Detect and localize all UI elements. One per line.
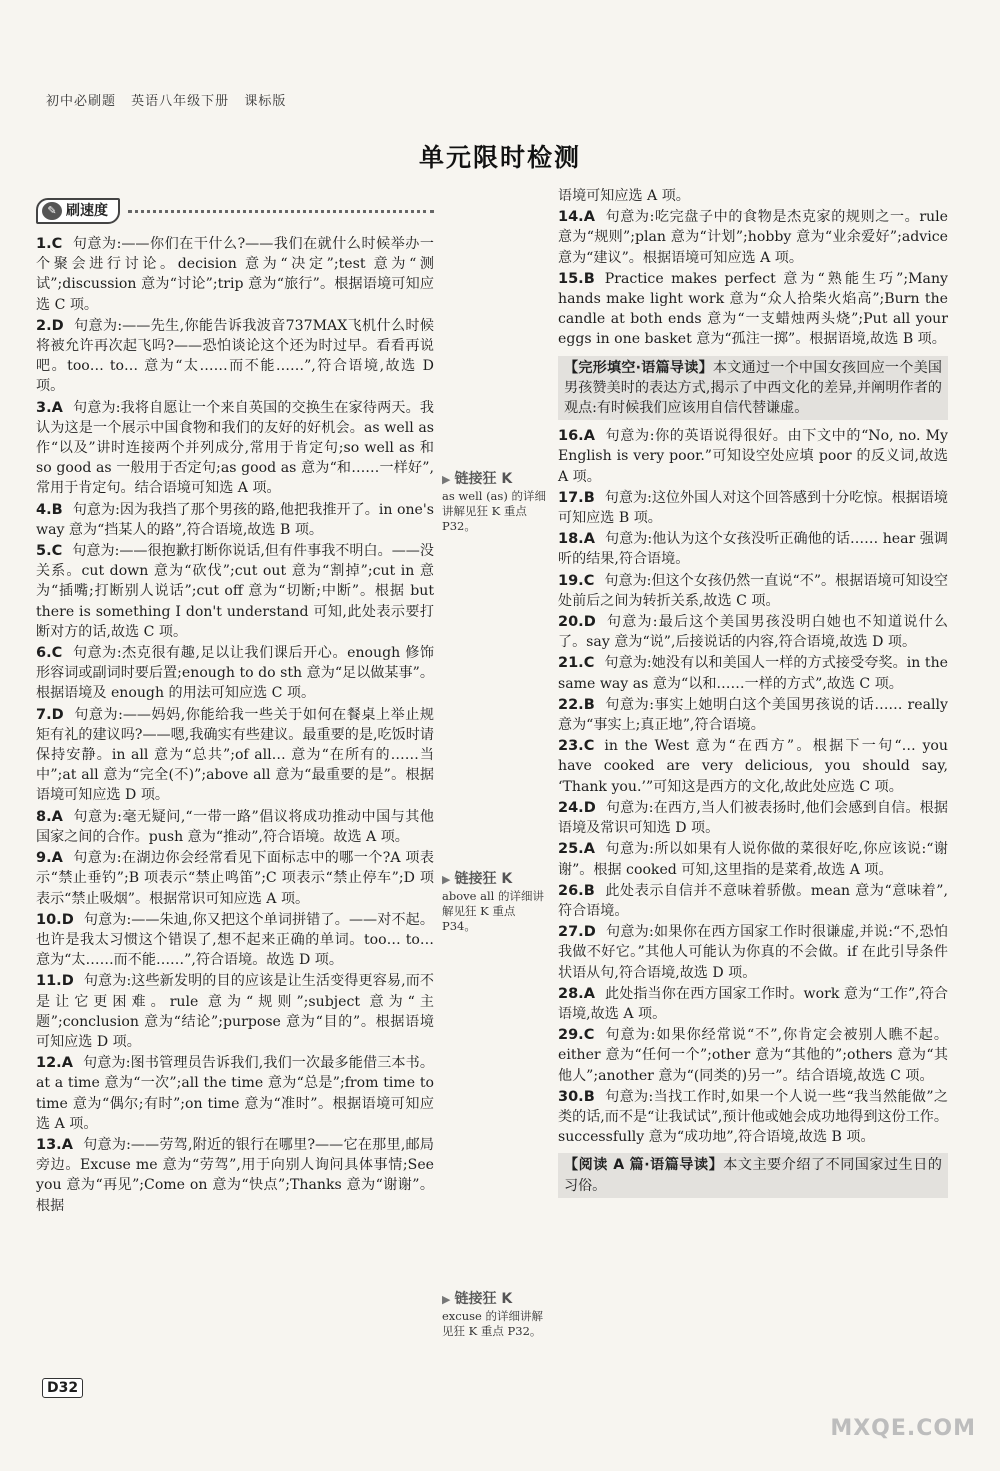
watermark: MXQE.COM [830,1416,976,1441]
item-answer: A [51,808,63,825]
answer-item [36,910,434,971]
item-number: 10. [36,911,62,928]
answer-item [36,1135,434,1216]
item-explanation: 句意为:在西方,当人们被表扬时,他们会感到自信。根据语境及常识可知选 D 项。 [558,799,948,837]
answer-item [558,426,948,487]
item-number: 5. [36,543,52,560]
page-number: D32 [42,1378,83,1398]
item-explanation: 句意为:——你们在干什么?——我们在就什么时候举办一个聚会进行讨论。decision 意为“决定”;test 意为“测试”;discussion 意为“讨论”;trip 意为“旅行”。根据语境可知应选 C 项。 [36,236,434,313]
right-column [558,186,948,1204]
item-explanation: 句意为:他认为这个女孩没听正确他的话…… hear 强调听的结果,符合语境。 [558,531,948,568]
side-note-2 [442,872,550,934]
answer-item [558,1087,948,1148]
arrow-icon: ▶ [442,473,451,486]
item-number: 1. [36,236,52,252]
item-explanation: 句意为:这位外国人对这个回答感到十分吃惊。根据语境可知应选 B 项。 [558,489,948,527]
arrow-icon: ▶ [442,1293,451,1306]
item-answer: A [583,209,595,226]
arrow-icon: ▶ [442,873,451,886]
side-note-text: above all 的详细讲解见狂 K 重点 P34。 [442,889,544,933]
item-number: 24. [558,799,584,816]
answer-item [558,269,948,350]
item-number: 9. [36,850,52,867]
item-number: 21. [558,655,584,672]
item-number: 2. [36,317,52,334]
answer-item [558,571,948,611]
item-answer: B [583,270,595,287]
section-header [36,196,434,226]
item-answer: A [51,850,63,867]
item-number: 16. [558,428,584,445]
header-edition: 课标版 [244,94,287,109]
item-answer: C [583,572,595,589]
item-number: 12. [36,1055,62,1072]
item-number: 26. [558,882,584,899]
item-explanation: 句意为:毫无疑问,“一带一路”倡议将成功推动中国与其他国家之间的合作。push 意为“推动”,符合语境。故选 A 项。 [36,808,434,845]
item-explanation: Practice makes perfect 意为“熟能生巧”;Many hands make light work 意为“众人拾柴火焰高”;Burn the candle at both ends 意为“一支蜡烛两头烧”;Put all your eggs in one basket 意为“孤注一掷”。根据语境,故选 B 项。 [558,270,948,348]
item-answer: B [583,489,595,506]
item-explanation: 句意为:吃完盘子中的食物是杰克家的规则之一。rule 意为“规则”;plan 意为“计划”;hobby 意为“业余爱好”;advice 意为“建议”。根据语境可知应选 A 项。 [558,209,948,266]
answer-item [36,705,434,806]
item-number: 19. [558,572,584,589]
answer-item [36,234,434,315]
pencil-icon: ✎ [42,202,62,220]
item-explanation: 句意为:当找工作时,如果一个人说一些“我当然能做”之类的话,而不是“让我试试”,预计他或她会成功地得到这份工作。successfully 意为“成功地”,符合语境,故选 B 项。 [558,1088,948,1146]
answer-item [36,848,434,909]
item-number: 20. [558,614,584,631]
side-note-text: excuse 的详细讲解见狂 K 重点 P32。 [442,1309,544,1338]
item-number: 11. [36,973,62,990]
item-explanation: 句意为:——很抱歉打断你说话,但有件事我不明白。——没关系。cut down 意为“砍伐”;cut out 意为“割掉”;cut in 意为“插嘴;打断别人说话”;cut off 意为“切断;中断”。根据 but there is something I don't understand 可知,此处表示要打断对方的话,故选 C 项。 [36,543,434,640]
left-column [36,196,434,1217]
cloze-guide-text: 本文通过一个中国女孩回应一个美国男孩赞美时的表达方式,揭示了中西文化的差异,并阐明作者的观点:有时候我们应该用自信代替谦虚。 [564,359,942,417]
item-number: 13. [36,1136,62,1153]
item-answer: C [583,1027,595,1044]
item-explanation: 此处表示自信并不意味着骄傲。mean 意为“意味着”,符合语境。 [558,882,948,919]
answer-list-right-bottom [558,426,948,1147]
answer-item [558,839,948,879]
answer-item [558,695,948,735]
side-note-head: 链接狂 K [454,1291,513,1307]
section-badge [36,198,120,224]
item-number: 28. [558,985,584,1002]
item-number: 6. [36,645,52,662]
reading-guide-label: 【阅读 A 篇·语篇导读】 [564,1157,724,1174]
item-explanation: 句意为:杰克很有趣,足以让我们课后开心。enough 修饰形容词或副词时要后置;enough to do sth 意为“足以做某事”。根据语境及 enough 的用法可知应选 C 项。 [36,645,434,702]
item-answer: D [61,973,74,990]
item-answer: C [51,236,63,252]
answer-item [558,529,948,569]
answer-list-left [36,234,434,1216]
item-answer: D [51,317,64,334]
answer-item [558,736,948,797]
answer-item [558,798,948,838]
item-explanation: 句意为:因为我挡了那个男孩的路,他把我推开了。in one's way 意为“挡某人的路”,符合语境,故选 B 项。 [36,501,434,538]
item-number: 3. [36,399,52,416]
item-explanation: 句意为:如果你经常说“不”,你肯定会被别人瞧不起。either 意为“任何一个”;other 意为“其他的”;others 意为“其他人”;another 意为“(同类的)另一”。结合语境,故选 C 项。 [558,1027,948,1084]
item-explanation: 句意为:——妈妈,你能给我一些关于如何在餐桌上举止规矩有礼的建议吗?——嗯,我确实有些建议。最重要的是,吃饭时请保持安静。in all 意为“总共”;of all… 意为“在所有的……当中”;at all 意为“完全(不)”;above all 意为“最重要的是”。根据语境可知应选 D 项。 [36,706,434,804]
item-explanation: 句意为:但这个女孩仍然一直说“不”。根据语境可知设空处前后之间为转折关系,故选 C 项。 [558,572,948,609]
item-explanation: 此处指当你在西方国家工作时。work 意为“工作”,符合语境,故选 A 项。 [558,985,948,1022]
section-badge-label: 刷速度 [66,202,108,219]
answer-item [36,541,434,642]
answer-item [558,207,948,268]
item-answer: A [61,1136,73,1153]
side-note-3 [442,1292,550,1339]
item-explanation: 句意为:图书管理员告诉我们,我们一次最多能借三本书。at a time 意为“一次”;all the time 意为“总是”;from time to time 意为“偶尔;有时”;on time 意为“准时”。根据语境可知应选 A 项。 [36,1055,434,1132]
cloze-guide [558,356,948,421]
item-explanation: in the West 意为“在西方”。根据下一句“… you have cooked are very delicious, you should say, ‘Thank you.’”可知这是西方的文化,故此处应选 C 项。 [558,738,948,795]
item-explanation: 句意为:最后这个美国男孩没明白她也不知道说什么了。say 意为“说”,后接说话的内容,符合语境,故选 D 项。 [558,614,948,651]
reading-guide-text: 本文主要介绍了不同国家过生日的习俗。 [564,1157,943,1194]
answer-item [558,881,948,921]
item-answer: D [61,911,74,928]
item-number: 7. [36,706,52,723]
answer-item [558,922,948,983]
item-answer: B [583,1088,595,1105]
item-answer: B [583,882,595,899]
dotted-divider [128,210,434,213]
item-number: 4. [36,501,52,518]
item-explanation: 句意为:在湖边你会经常看见下面标志中的哪一个?A 项表示“禁止垂钓”;B 项表示“禁止鸣笛”;C 项表示“禁止停车”;D 项表示“禁止吸烟”。根据常识可知应选 A 项。 [36,850,434,907]
answer-item [36,807,434,847]
item-answer: D [583,799,596,816]
header-series: 初中必刷题 [46,94,117,109]
side-note-1 [442,472,550,534]
item-answer: D [583,614,596,631]
cloze-guide-label: 【完形填空·语篇导读】 [564,359,713,376]
item-number: 25. [558,841,584,858]
item-explanation: 句意为:——劳驾,附近的银行在哪里?——它在那里,邮局旁边。Excuse me 意为“劳驾”,用于向别人询问具体事情;See you 意为“再见”;Come on 意为“快点”;Thanks 意为“谢谢”。根据 [36,1136,434,1214]
running-header [46,90,296,109]
answer-item [36,971,434,1052]
answer-item [558,653,948,693]
answer-item [558,612,948,652]
side-note-head: 链接狂 K [454,871,513,887]
item-explanation: 句意为:她没有以和美国人一样的方式接受夸奖。in the same way as 意为“以和……一样的方式”,故选 C 项。 [558,655,948,692]
item-explanation: 语境可知应选 A 项。 [558,188,690,204]
answer-item [558,984,948,1024]
item-number: 18. [558,531,584,548]
answer-item [558,488,948,528]
item-number: 29. [558,1027,584,1044]
item-answer: B [51,501,63,518]
header-subject: 英语八年级下册 [131,94,230,109]
item-answer: A [583,841,595,858]
answer-item [558,1025,948,1086]
answer-item [36,643,434,704]
answer-item [36,316,434,397]
answer-item [36,500,434,540]
answer-item [558,186,948,206]
reading-guide [558,1153,948,1197]
item-answer: C [51,543,63,560]
item-explanation: 句意为:——先生,你能告诉我波音737MAX飞机什么时候将被允许再次起飞吗?——恐怕谈论这个还为时过早。看看再说吧。too… to… 意为“太……而不能……”,符合语境,故选 D 项。 [36,317,434,395]
item-answer: A [51,399,63,416]
item-answer: A [61,1055,73,1072]
answer-list-right-top [558,186,948,350]
item-number: 30. [558,1088,584,1105]
item-number: 22. [558,696,584,713]
item-answer: A [583,985,595,1002]
item-answer: C [583,738,595,755]
item-answer: D [583,924,596,941]
item-number: 17. [558,489,584,506]
side-note-head: 链接狂 K [454,471,513,487]
side-note-text: as well (as) 的详细讲解见狂 K 重点 P32。 [442,489,546,533]
item-number: 23. [558,738,584,755]
item-answer: A [583,531,595,548]
item-number: 14. [558,209,584,226]
item-explanation: 句意为:这些新发明的目的应该是让生活变得更容易,而不是让它更困难。rule 意为“规则”;subject 意为“主题”;conclusion 意为“结论”;purpose 意为“目的”。根据语境可知应选 D 项。 [36,973,434,1050]
item-number: 8. [36,808,52,825]
item-explanation: 句意为:所以如果有人说你做的菜很好吃,你应该说:“谢谢”。根据 cooked 可知,这里指的是菜肴,故选 A 项。 [558,841,948,878]
item-answer: D [51,706,64,723]
item-explanation: 句意为:——朱迪,你又把这个单词拼错了。——对不起。也许是我太习惯这个错误了,想不起来正确的单词。too… to… 意为“太……而不能……”,符合语境。故选 D 项。 [36,911,434,969]
answer-item [36,1053,434,1134]
item-number: 27. [558,924,584,941]
item-explanation: 句意为:我将自愿让一个来自英国的交换生在家待两天。我认为这是一个展示中国食物和我们的友好的好机会。as well as 作“以及”讲时连接两个并列成分,常用于肯定句;so well as 和 so good as 一般用于否定句;as good as 意为“和……一样好”,常用于肯定句。结合语境可知选 A 项。 [36,399,434,497]
item-answer: B [583,696,595,713]
item-explanation: 句意为:如果你在西方国家工作时很谦虚,并说:“不,恐怕我做不好它。”其他人可能认为你真的不会做。if 在此引导条件状语从句,符合语境,故选 D 项。 [558,924,948,981]
item-number: 15. [558,270,584,287]
answer-item [36,398,434,499]
page-title: 单元限时检测 [418,143,581,172]
item-answer: A [583,428,595,445]
item-answer: C [51,645,63,662]
item-explanation: 句意为:事实上她明白这个美国男孩说的话…… really 意为“事实上;真正地”,符合语境。 [558,696,948,734]
item-answer: C [583,655,595,672]
item-explanation: 句意为:你的英语说得很好。由下文中的“No, no. My English is very poor.”可知设空处应填 poor 的反义词,故选 A 项。 [558,428,948,485]
